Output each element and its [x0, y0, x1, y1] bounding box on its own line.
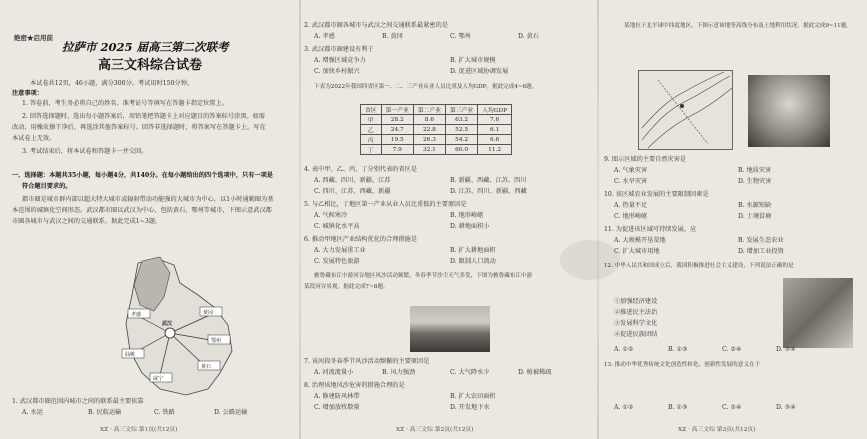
river-valley-photo — [410, 306, 490, 352]
q12-option-b[interactable]: B. ①③ — [668, 346, 688, 353]
note-line: 1. 答卷前，考生务必将自己的姓名、准考证号等填写在答题卡指定位置上。 — [22, 100, 228, 107]
exam-title: 拉萨市 2025 届高三第二次联考 — [62, 40, 229, 54]
table-header-cell: 省区 — [361, 105, 382, 115]
table-cell: 乙 — [361, 125, 382, 135]
q11-option-a[interactable]: A. 大规模开垦荒地 — [614, 237, 666, 244]
table-cell: 丁 — [361, 145, 382, 155]
question-3: 3. 武汉都市圈建设有利于 — [304, 46, 374, 53]
table-cell: 7.6 — [478, 115, 512, 125]
q7-option-d[interactable]: D. 植被稀疏 — [518, 369, 552, 376]
question-6: 6. 推动甲地区产业结构优化的合理措施是 — [304, 236, 418, 243]
passage-line: 某地位于北半球中纬度地区，下图示意该地等高线分布及土地利用状况。据此完成9~11题。 — [624, 23, 852, 29]
table-cell: 26.3 — [413, 135, 445, 145]
table-header-cell: 第一产业 — [381, 105, 413, 115]
q8-option-b[interactable]: B. 扩大农田面积 — [450, 393, 496, 400]
table-cell: 11.2 — [478, 145, 512, 155]
table-cell: 丙 — [361, 135, 382, 145]
page-1 — [0, 0, 300, 439]
table-cell: 63.2 — [446, 115, 478, 125]
passage-line: 都市圈是城市群内部以超大特大城市或辐射带动功能强的大城市为中心，以1小时通勤圈为基 — [22, 196, 274, 203]
q1-option-c[interactable]: C. 铁路 — [154, 409, 175, 416]
question-13: 13. 推动中华优秀传统文化创造性转化、创新性发展的意义在于 — [604, 362, 761, 368]
q2-option-b[interactable]: B. 黄冈 — [382, 33, 403, 40]
table-cell: 52.5 — [446, 125, 478, 135]
q9-option-d[interactable]: D. 生物灾害 — [738, 178, 772, 185]
table-cell: 7.9 — [381, 145, 413, 155]
q8-option-a[interactable]: A. 修建防风林带 — [314, 393, 360, 400]
table-cell: 28.2 — [381, 115, 413, 125]
q2-option-a[interactable]: A. 孝感 — [314, 33, 335, 40]
q4-option-b[interactable]: B. 新疆、西藏、江苏、四川 — [450, 177, 527, 184]
table-cell: 22.8 — [413, 125, 445, 135]
q5-option-a[interactable]: A. 气候寒冷 — [314, 212, 348, 219]
q7-option-a[interactable]: A. 河流流量小 — [314, 369, 354, 376]
question-4: 4. 表中甲、乙、丙、丁分别代表的省区是 — [304, 166, 418, 173]
table-header-cell: 第二产业 — [413, 105, 445, 115]
q13-option-b[interactable]: B. ①③ — [668, 404, 688, 411]
map-label-ezhou: 鄂州 — [211, 338, 222, 344]
map-label-xiaogan: 孝感 — [131, 312, 142, 318]
q1-option-a[interactable]: A. 水运 — [22, 409, 43, 416]
passage-line: 某段河谷景观。据此完成7~8题。 — [304, 284, 389, 290]
question-1: 1. 武汉都市圈范围内城市之间的联系最主要依靠 — [12, 398, 144, 405]
table-cell: 32.1 — [413, 145, 445, 155]
q12-item: ②推进民主法治 — [614, 309, 658, 316]
q4-option-d[interactable]: D. 江苏、四川、新疆、西藏 — [450, 188, 527, 195]
q1-option-d[interactable]: D. 公路运输 — [214, 409, 248, 416]
table-header-row — [361, 105, 512, 115]
wuhan-metro-map — [120, 255, 240, 400]
question-7: 7. 该河段冬春季节风沙活动频繁的主要原因是 — [304, 358, 430, 365]
q10-option-b[interactable]: B. 水源短缺 — [738, 202, 772, 209]
q13-option-a[interactable]: A. ①② — [614, 404, 634, 411]
q12-option-c[interactable]: C. ②④ — [722, 346, 742, 353]
page-footer: XZ · 高三文综 第2页(共12页) — [396, 427, 474, 433]
q9-option-a[interactable]: A. 气象灾害 — [614, 167, 648, 174]
q6-option-d[interactable]: D. 限制人口流动 — [450, 258, 496, 265]
q9-option-b[interactable]: B. 地质灾害 — [738, 167, 772, 174]
map-label-huanggang: 黄冈 — [203, 310, 214, 316]
q11-option-b[interactable]: B. 发展生态农业 — [738, 237, 784, 244]
q3-option-a[interactable]: A. 增强区域竞争力 — [314, 57, 366, 64]
q2-option-d[interactable]: D. 黄石 — [518, 33, 540, 40]
table-intro: 下表为2022年我国四省区第一、二、三产业从业人员比重及人均GDP。据此完成4~6题。 — [314, 84, 538, 90]
secret-label: 绝密★启用前 — [14, 34, 53, 42]
page-2 — [300, 0, 598, 439]
q6-option-c[interactable]: C. 发展特色旅游 — [314, 258, 360, 265]
q4-option-a[interactable]: A. 西藏、四川、新疆、江苏 — [314, 177, 391, 184]
section-heading: 一、选择题：本题共35小题，每小题4分，共140分。在每小题给出的四个选项中，只有一项是 — [12, 172, 273, 179]
note-line: 2. 回答选择题时，选出每小题答案后，用铅笔把答题卡上对应题目的答案标号涂黑。如需 — [22, 113, 265, 120]
table-cell: 60.0 — [446, 145, 478, 155]
q2-option-c[interactable]: C. 鄂州 — [450, 33, 471, 40]
q4-option-c[interactable]: C. 四川、江苏、西藏、新疆 — [314, 188, 391, 195]
table-cell: 6.1 — [478, 125, 512, 135]
industry-table — [360, 104, 512, 155]
q8-option-d[interactable]: D. 开发地下水 — [450, 404, 490, 411]
page-footer: XZ · 高三文综 第3页(共12页) — [678, 427, 756, 433]
map-label-xianning: 咸宁 — [153, 376, 164, 382]
map-label-huangshi: 黄石 — [201, 364, 212, 370]
contour-map — [638, 70, 733, 150]
table-row — [361, 135, 512, 145]
q13-option-c[interactable]: C. ②④ — [722, 404, 742, 411]
table-cell: 8.6 — [413, 115, 445, 125]
q10-option-c[interactable]: C. 地形崎岖 — [614, 213, 648, 220]
note-line: 3. 考试结束后，将本试卷和答题卡一并交回。 — [22, 148, 148, 155]
table-header-cell: 人均GDP — [478, 105, 512, 115]
question-11: 11. 为促进该区域可持续发展，应 — [604, 226, 697, 233]
section-heading: 符合题目要求的。 — [22, 183, 72, 190]
q6-option-b[interactable]: B. 扩大耕地面积 — [450, 247, 496, 254]
table-cell: 54.2 — [446, 135, 478, 145]
q5-option-c[interactable]: C. 城镇化水平高 — [314, 223, 360, 230]
question-10: 10. 该区域农业发展的主要限制因素是 — [604, 191, 709, 198]
table-row — [361, 145, 512, 155]
q12-item: ①加强经济建设 — [614, 298, 658, 305]
q3-option-b[interactable]: B. 扩大城市规模 — [450, 57, 496, 64]
q10-option-d[interactable]: D. 土壤贫瘠 — [738, 213, 772, 220]
passage-line: 雅鲁藏布江中游河谷地区风沙活动频繁，冬春季节沙尘天气多发，下图为雅鲁藏布江中游 — [314, 273, 533, 279]
q11-option-d[interactable]: D. 增加工业投资 — [738, 248, 784, 255]
q5-option-b[interactable]: B. 地形崎岖 — [450, 212, 484, 219]
exam-subtitle: 高三文科综合试卷 — [98, 58, 203, 73]
table-header-cell: 第三产业 — [446, 105, 478, 115]
q11-option-c[interactable]: C. 扩大城市用地 — [614, 248, 660, 255]
question-5: 5. 与乙相比，丁地区第一产业从业人员比重低的主要原因是 — [304, 201, 467, 208]
passage-line: 本范围的城镇化空间形态。武汉都市圈以武汉为中心，包括黄石、鄂州等城市，下图示意武汉都 — [12, 207, 272, 214]
q7-option-c[interactable]: C. 大气降水少 — [450, 369, 490, 376]
q12-option-d[interactable]: D. ③④ — [776, 346, 796, 353]
table-cell: 6.6 — [478, 135, 512, 145]
page-footer: XZ · 高三文综 第1页(共12页) — [100, 427, 178, 433]
question-12: 12. 中华人民共和国成立后，我国积极推进社会主义建设，下列说法正确的是 — [604, 263, 794, 269]
q7-option-b[interactable]: B. 风力强劲 — [382, 369, 416, 376]
table-cell: 19.5 — [381, 135, 413, 145]
table-row — [361, 125, 512, 135]
land-use-photo — [748, 75, 830, 147]
q9-option-c[interactable]: C. 水旱灾害 — [614, 178, 648, 185]
q13-option-d[interactable]: D. ③④ — [776, 404, 796, 411]
q1-option-b[interactable]: B. 民航运输 — [88, 409, 122, 416]
question-2: 2. 武汉都市圈各城市与武汉之间交通联系最紧密的是 — [304, 22, 448, 29]
historical-photo — [783, 278, 853, 348]
note-line: 本试卷上无效。 — [12, 135, 56, 142]
q3-option-d[interactable]: D. 促进区域协调发展 — [450, 68, 509, 75]
map-label-wuhan: 武汉 — [162, 321, 173, 327]
q12-option-a[interactable]: A. ①② — [614, 346, 634, 353]
page-3 — [598, 0, 867, 439]
q5-option-d[interactable]: D. 耕地面积小 — [450, 223, 490, 230]
table-cell: 24.7 — [381, 125, 413, 135]
q12-item: ③发展科学文化 — [614, 320, 658, 327]
question-9: 9. 图示区域的主要自然灾害是 — [604, 156, 687, 163]
q12-item: ④促进民族团结 — [614, 331, 658, 338]
exam-intro: 本试卷共12页，46小题，满分300分。考试用时150分钟。 — [30, 80, 194, 87]
q10-option-a[interactable]: A. 热量不足 — [614, 202, 648, 209]
q3-option-c[interactable]: C. 加快乡村振兴 — [314, 68, 360, 75]
q6-option-a[interactable]: A. 大力发展重工业 — [314, 247, 366, 254]
map-label-xiantao: 仙桃 — [125, 352, 136, 358]
notes-header: 注意事项： — [12, 90, 43, 97]
passage-line: 市圈各城市与武汉之间的交通联系。据此完成1~3题。 — [12, 218, 162, 225]
note-line: 改动，用橡皮擦干净后，再选涂其他答案标号。回答非选择题时，将答案写在答题卡上。写在 — [12, 124, 266, 131]
q8-option-c[interactable]: C. 增加放牧数量 — [314, 404, 360, 411]
scan-shadow — [560, 240, 620, 280]
question-8: 8. 治理该地风沙危害的措施合理的是 — [304, 382, 405, 389]
table-cell: 甲 — [361, 115, 382, 125]
table-row — [361, 115, 512, 125]
